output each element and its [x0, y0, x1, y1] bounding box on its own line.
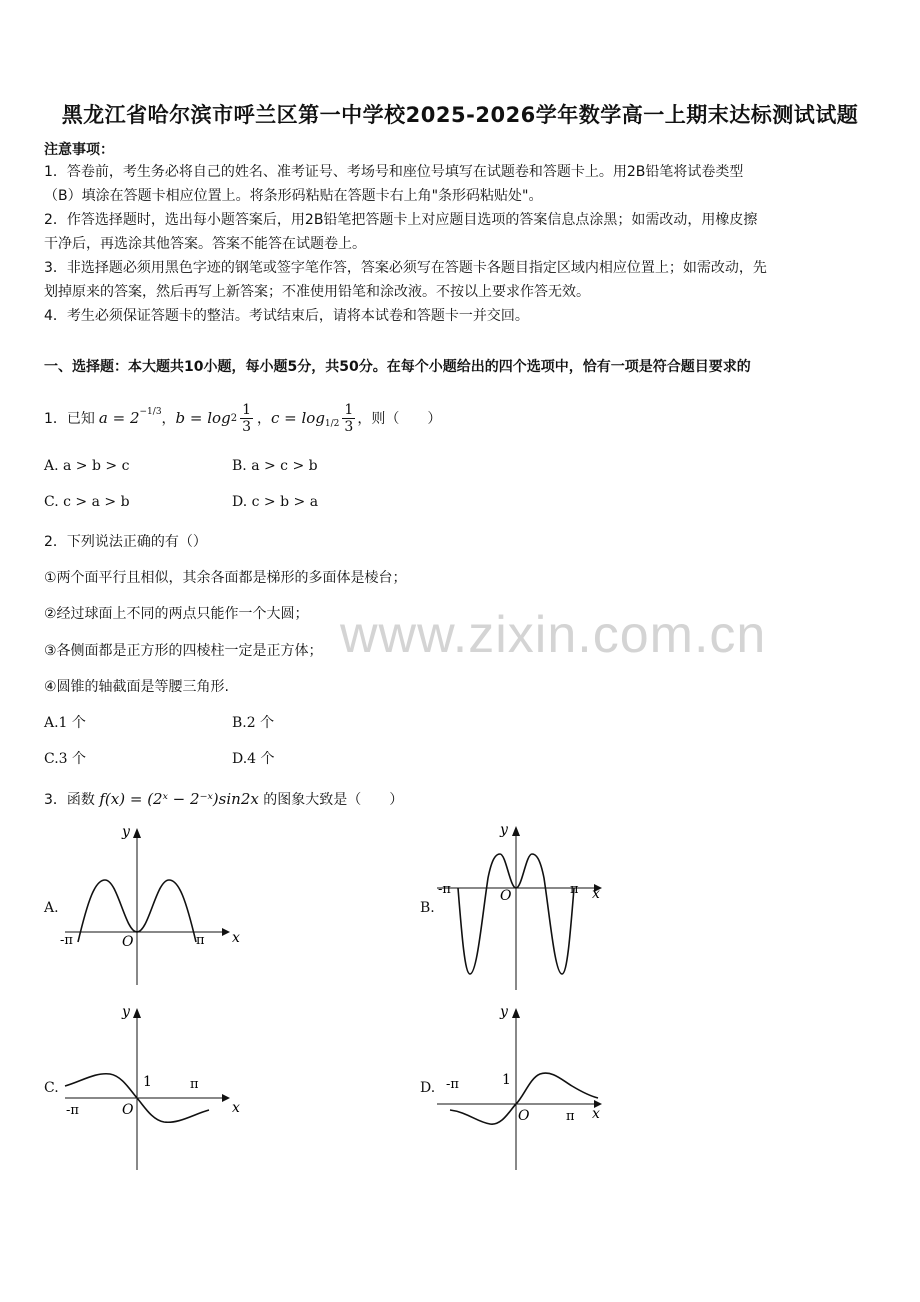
- q1-suffix: ，则（ ）: [357, 411, 442, 427]
- q2-statement-1: ①两个面平行且相似，其余各面都是梯形的多面体是棱台；: [44, 570, 407, 586]
- graph-b-y-arrow: [512, 826, 520, 836]
- graph-d-x-label: x: [592, 1106, 600, 1122]
- q1-c-frac-den: 3: [344, 418, 354, 435]
- graph-d-neg-pi: -π: [446, 1077, 459, 1092]
- q1-option-a[interactable]: A. a > b > c: [44, 458, 130, 474]
- q1-sep-1: ，: [161, 411, 176, 427]
- graph-d-one: 1: [502, 1072, 511, 1088]
- q1-option-c[interactable]: C. c > a > b: [44, 494, 130, 510]
- q3-option-d-label[interactable]: D.: [420, 1080, 436, 1096]
- q3-option-a-label[interactable]: A.: [44, 900, 59, 916]
- graph-d-origin: O: [518, 1108, 530, 1124]
- notice-line-7: 4．考生必须保证答题卡的整洁。考试结束后，请将本试卷和答题卡一并交回。: [44, 308, 529, 324]
- notice-line-4: 干净后，再选涂其他答案。答案不能答在试题卷上。: [44, 236, 366, 252]
- graph-c-y-label: y: [122, 1004, 130, 1020]
- graph-c-origin: O: [122, 1102, 134, 1118]
- graph-c-x-arrow: [222, 1094, 230, 1102]
- q1-b-frac-num: 1: [242, 401, 251, 418]
- q2-option-d[interactable]: D.4 个: [232, 751, 275, 767]
- graph-b-pi: π: [570, 882, 579, 897]
- graph-d-pi: π: [566, 1109, 575, 1124]
- section-heading: 一、选择题：本大题共10小题，每小题5分，共50分。在每个小题给出的四个选项中，恰有一项是符合题目要求的: [44, 359, 751, 375]
- graph-b-x-label: x: [592, 886, 600, 902]
- q1-a-expr: a = 2: [98, 409, 140, 427]
- graph-a-origin: O: [122, 934, 134, 950]
- graph-d-y-arrow: [512, 1008, 520, 1018]
- q1-option-d[interactable]: D. c > b > a: [232, 494, 319, 510]
- question-1-stem: [44, 398, 441, 438]
- notice-line-5: 3．非选择题必须用黑色字迹的钢笔或签字笔作答，答案必须写在答题卡各题目指定区域内相应位置上；如需改动，先: [44, 260, 767, 276]
- graph-b-neg-pi: -π: [438, 882, 451, 897]
- notice-line-2: （B）填涂在答题卡相应位置上。将条形码粘贴在答题卡右上角"条形码粘贴处"。: [44, 188, 543, 204]
- notice-heading: 注意事项：: [44, 142, 114, 158]
- q1-b-expr: b = log: [175, 409, 231, 427]
- question-2-stem: 2．下列说法正确的有（）: [44, 534, 207, 550]
- q3-option-c-label[interactable]: C.: [44, 1080, 59, 1096]
- q1-b-base: 2: [230, 412, 238, 424]
- graph-c-x-label: x: [232, 1100, 240, 1116]
- q1-sep-2: ，: [256, 411, 271, 427]
- q2-option-a[interactable]: A.1 个: [44, 715, 86, 731]
- q1-b-frac-den: 3: [242, 418, 251, 435]
- q1-c-base: 1/2: [324, 419, 340, 429]
- notice-line-3: 2．作答选择题时，选出每小题答案后，用2B铅笔把答题卡上对应题目选项的答案信息点涂黑；如需改动，用橡皮擦: [44, 212, 758, 228]
- graph-b-y-label: y: [500, 822, 508, 838]
- page-title: 黑龙江省哈尔滨市呼兰区第一中学校2025-2026学年数学高一上期末达标测试试题: [61, 103, 859, 127]
- graph-a-y-label: y: [122, 824, 130, 840]
- q1-c-frac-num: 1: [344, 401, 354, 418]
- watermark: www.zixin.com.cn: [340, 606, 767, 664]
- graph-a-pi: π: [196, 933, 205, 948]
- graph-c-one: 1: [143, 1074, 152, 1090]
- graph-a-x-label: x: [232, 930, 240, 946]
- q1-c-expr: c = log: [270, 409, 325, 427]
- q1-option-b[interactable]: B. a > c > b: [232, 458, 318, 474]
- graph-c-pi: π: [190, 1077, 199, 1092]
- q2-statement-3: ③各侧面都是正方形的四棱柱一定是正方体；: [44, 643, 323, 659]
- q3-suffix: 的图象大致是（ ）: [263, 792, 404, 808]
- graph-c-y-arrow: [133, 1008, 141, 1018]
- graph-a-neg-pi: -π: [60, 933, 73, 948]
- q2-option-c[interactable]: C.3 个: [44, 751, 87, 767]
- q3-graph-d[interactable]: [432, 1000, 612, 1176]
- q1-b-fraction: [240, 402, 253, 435]
- graph-a-y-arrow: [133, 828, 141, 838]
- q1-prefix: 1．已知: [44, 411, 95, 427]
- notice-line-6: 划掉原来的答案，然后再写上新答案；不准使用铅笔和涂改液。不按以上要求作答无效。: [44, 284, 590, 300]
- q3-graph-c[interactable]: [60, 1000, 240, 1176]
- graph-c-neg-pi: -π: [66, 1103, 79, 1118]
- q3-graph-b[interactable]: [432, 818, 612, 994]
- q3-option-b-label[interactable]: B.: [420, 900, 435, 916]
- notice-line-1: 1．答卷前，考生务必将自己的姓名、准考证号、考场号和座位号填写在试题卷和答题卡上。用2B铅笔将试卷类型: [44, 164, 744, 180]
- graph-d-y-label: y: [500, 1004, 508, 1020]
- graph-a-x-arrow: [222, 928, 230, 936]
- q2-statement-2: ②经过球面上不同的两点只能作一个大圆；: [44, 606, 309, 622]
- q3-graph-a[interactable]: [60, 820, 240, 990]
- q1-c-fraction: [342, 402, 355, 435]
- q1-a-exponent: −1/3: [139, 407, 162, 417]
- question-3-stem: [44, 789, 403, 809]
- q2-option-b[interactable]: B.2 个: [232, 715, 275, 731]
- q3-formula: f(x) = (2ˣ − 2⁻ˣ)sin2x: [99, 790, 259, 808]
- graph-b-origin: O: [500, 888, 512, 904]
- q3-prefix: 3．函数: [44, 792, 95, 808]
- q2-statement-4: ④圆锥的轴截面是等腰三角形.: [44, 679, 230, 695]
